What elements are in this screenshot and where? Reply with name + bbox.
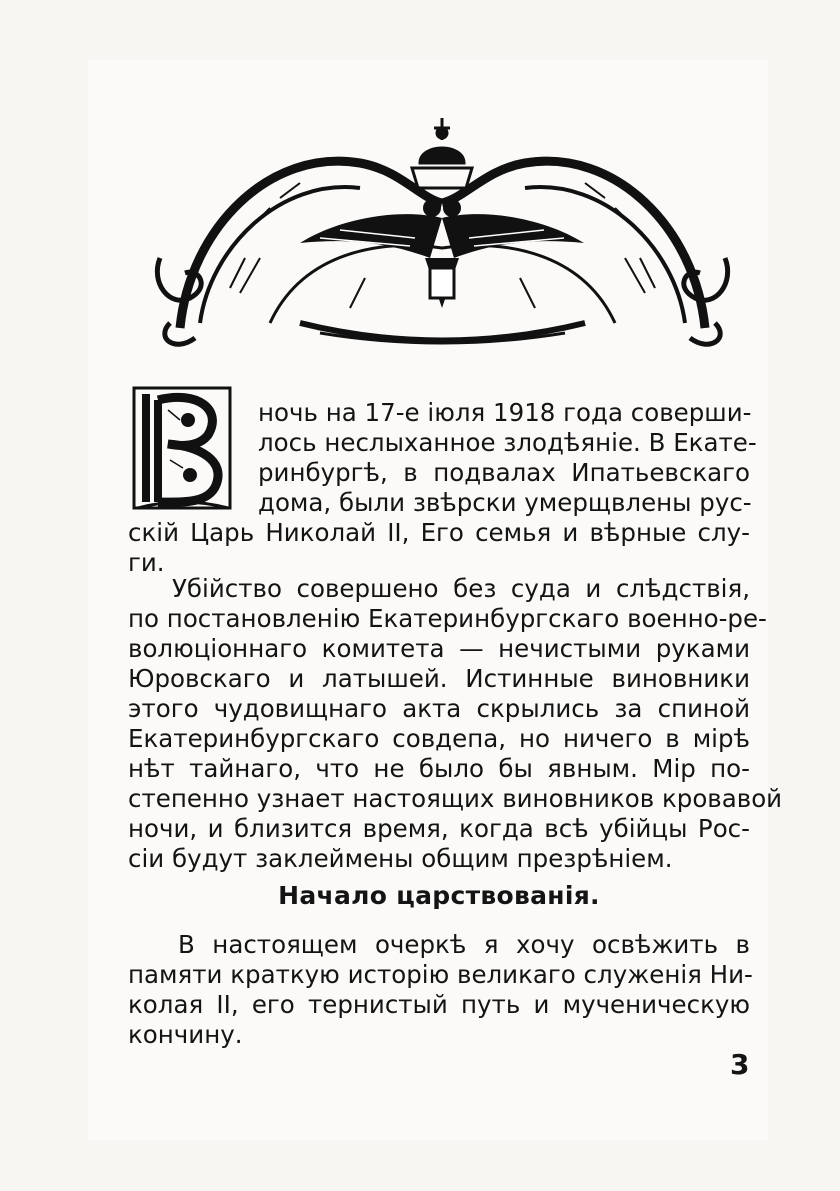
drop-cap-ornament xyxy=(128,380,236,516)
paragraph3-line-2: памяти краткую исторію великаго служенія Ни- xyxy=(128,960,753,989)
paragraph3-line-1: В настоящем очеркѣ я хочу освѣжить в xyxy=(178,930,750,959)
paragraph3-line-4: кончину. xyxy=(128,1020,243,1049)
section-heading: Начало царствованія. xyxy=(278,881,600,910)
paragraph2-line-4: Юровскаго и латышей. Истинные виновники xyxy=(128,664,750,693)
paragraph2-line-10: сіи будут заклеймены общим презрѣніем. xyxy=(128,844,673,873)
paragraph2-line-2: по постановленію Екатеринбургскаго военно-ре- xyxy=(128,604,767,633)
paragraph1-line-1: ночь на 17-е іюля 1918 года соверши- xyxy=(258,398,752,427)
paragraph2-line-9: ночи, и близится время, когда всѣ убійцы Рос- xyxy=(128,814,750,843)
paragraph1-line-5: скій Царь Николай II, Его семья и вѣрные слу- xyxy=(128,518,750,547)
crown-eagle-ornament-icon xyxy=(150,108,735,353)
ornamental-letter-v-icon xyxy=(128,380,236,516)
paragraph1-line-3: ринбургѣ, в подвалах Ипатьевскаго xyxy=(258,458,750,487)
paragraph3-line-3: колая II, его тернистый путь и мученическую xyxy=(128,990,750,1019)
paragraph1-line-2: лось неслыханное злодѣяніе. В Екате- xyxy=(258,428,757,457)
paragraph2-line-3: волюціоннаго комитета — нечистыми руками xyxy=(128,634,750,663)
ornament-headpiece xyxy=(150,108,735,353)
paragraph2-line-7: нѣт тайнаго, что не было бы явным. Мір по- xyxy=(128,754,750,783)
paragraph1-line-6: ги. xyxy=(128,548,165,577)
paragraph1-line-4: дома, были звѣрски умерщвлены рус- xyxy=(258,488,752,517)
page-number: 3 xyxy=(730,1048,750,1081)
paragraph2-line-5: этого чудовищнаго акта скрылись за спиной xyxy=(128,694,750,723)
paragraph2-line-1: Убійство совершено без суда и слѣдствія, xyxy=(172,574,750,603)
paragraph2-line-6: Екатеринбургскаго совдепа, но ничего в мірѣ xyxy=(128,724,750,753)
paragraph2-line-8: степенно узнает настоящих виновников кровавой xyxy=(128,784,783,813)
